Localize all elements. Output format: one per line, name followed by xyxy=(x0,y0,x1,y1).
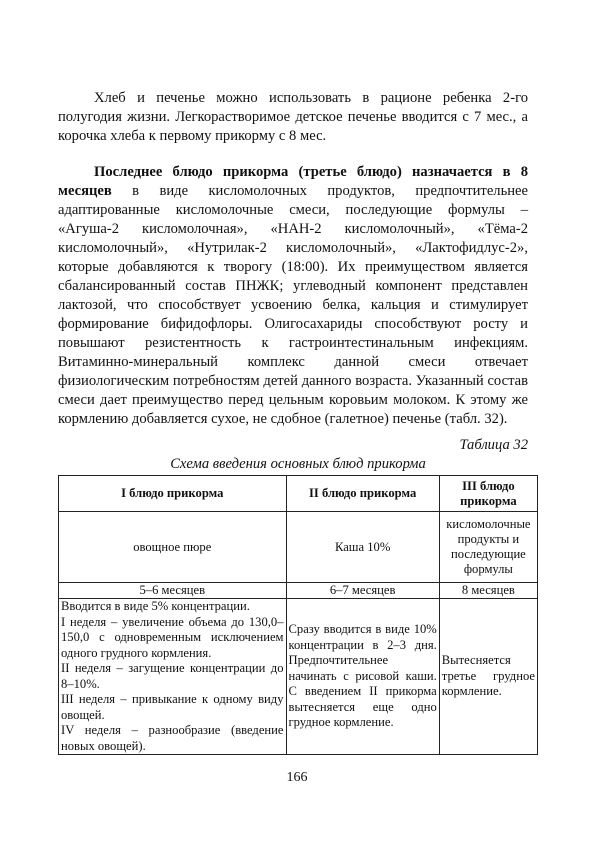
header-first-meal: I блюдо прикорма xyxy=(59,476,287,512)
first-meal-step: IV неделя – разнообразие (введение новых овощей). xyxy=(61,723,284,753)
cell-first-meal-age: 5–6 месяцев xyxy=(59,583,287,599)
cell-third-meal-name: кисломолочные продукты и последующие формулы xyxy=(439,512,537,583)
paragraph-third-meal xyxy=(58,163,528,429)
cell-third-meal-age: 8 месяцев xyxy=(439,583,537,599)
page-number: 166 xyxy=(286,770,308,785)
cell-second-meal-description: Сразу вводится в виде 10% концентрации в 2–3 дня. Предпочтительнее начинать с рисовой каши. С введением II прикорма вытесняется еще одно грудное кормление. xyxy=(286,599,439,755)
paragraph-third-meal-body: в виде кисломолочных продуктов, предпочтительнее адаптированные кисломолочные смеси, последующие формулы – «Агуша-2 кисломолочная», «НАН-2 кисломолочный», «Тёма-2 кисломолочный», «Нутрилак-2 кисломолочный», «Лактофидлус-2», которые добавляются к творогу (18:00). Их преимуществом является сбалансированный состав ПНЖК; углеводный компонент представлен лактозой, что способствует усвоению белка, кальция и стимулирует формирование бифидофлоры. Олигосахариды способствуют росту и повышают резистентность к гастроинтестинальным инфекциям. Витаминно-минеральный комплекс данной смеси отвечает физиологическим потребностям детей данного возраста. Указанный состав смеси дает преимущество перед цельным коровьим молоком. К этому же кормлению добавляется сухое, не сдобное (галетное) печенье (табл. 32). xyxy=(58,182,528,427)
table-caption: Схема введения основных блюд прикорма xyxy=(170,456,426,472)
paragraph-third-meal-lead: Последнее блюдо прикорма (третье блюдо) назначается в 8 месяцев xyxy=(58,163,528,199)
first-meal-step: Вводится в виде 5% концентрации. xyxy=(61,599,250,613)
header-second-meal: II блюдо прикорма xyxy=(286,476,439,512)
paragraph-bread-cookies: Хлеб и печенье можно использовать в рационе ребенка 2-го полугодия жизни. Легкорастворимое детское печенье вводится с 7 мес., а корочка хлеба к первому прикорму с 8 мес. xyxy=(58,89,528,144)
cell-second-meal-name: Каша 10% xyxy=(286,512,439,583)
cell-third-meal-description: Вытесняется третье грудное кормление. xyxy=(439,599,537,755)
complementary-feeding-table xyxy=(58,475,538,755)
table-header-row xyxy=(59,476,538,512)
cell-first-meal-description xyxy=(59,599,287,755)
table-number: Таблица 32 xyxy=(459,437,528,453)
table-age-row xyxy=(59,583,538,599)
first-meal-step: III неделя – привыкание к одному виду овощей. xyxy=(61,692,284,722)
table-description-row xyxy=(59,599,538,755)
first-meal-step: II неделя – загущение концентрации до 8–10%. xyxy=(61,661,284,691)
header-third-meal: III блюдо прикорма xyxy=(439,476,537,512)
first-meal-step: I неделя – увеличение объема до 130,0–150,0 с одновременным исключением одного грудного кормления. xyxy=(61,614,284,660)
table-meal-name-row xyxy=(59,512,538,583)
cell-second-meal-age: 6–7 месяцев xyxy=(286,583,439,599)
cell-first-meal-name: овощное пюре xyxy=(59,512,287,583)
